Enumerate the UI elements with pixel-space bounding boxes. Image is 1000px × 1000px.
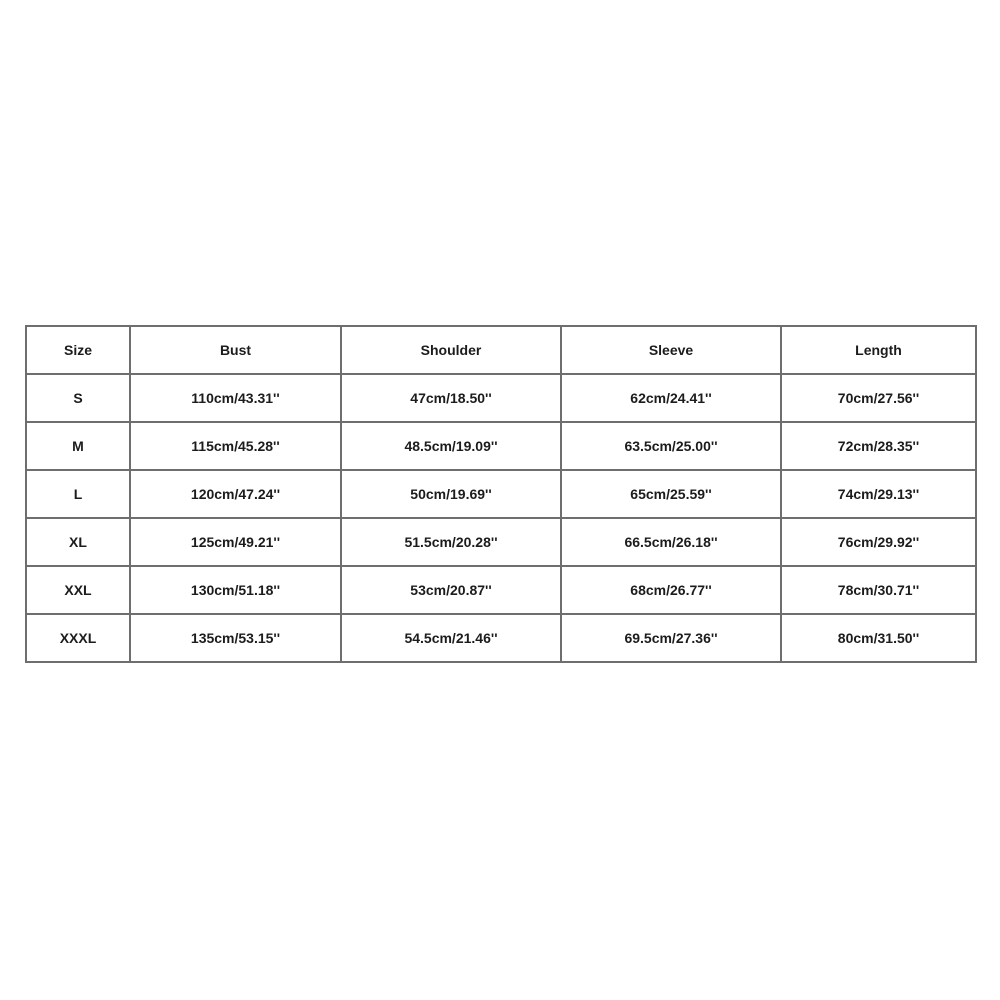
shoulder-cell: 47cm/18.50'' xyxy=(341,374,561,422)
sleeve-cell: 65cm/25.59'' xyxy=(561,470,781,518)
table-row xyxy=(26,518,976,566)
size-cell: S xyxy=(26,374,130,422)
sleeve-cell: 69.5cm/27.36'' xyxy=(561,614,781,662)
table-body xyxy=(26,374,976,662)
shoulder-cell: 48.5cm/19.09'' xyxy=(341,422,561,470)
size-cell: XXL xyxy=(26,566,130,614)
table-header xyxy=(26,326,976,374)
table-row xyxy=(26,566,976,614)
sleeve-cell: 62cm/24.41'' xyxy=(561,374,781,422)
length-cell: 70cm/27.56'' xyxy=(781,374,976,422)
table-row xyxy=(26,422,976,470)
table-row xyxy=(26,470,976,518)
header-sleeve: Sleeve xyxy=(561,326,781,374)
shoulder-cell: 50cm/19.69'' xyxy=(341,470,561,518)
size-cell: M xyxy=(26,422,130,470)
length-cell: 76cm/29.92'' xyxy=(781,518,976,566)
bust-cell: 120cm/47.24'' xyxy=(130,470,341,518)
header-shoulder: Shoulder xyxy=(341,326,561,374)
shoulder-cell: 51.5cm/20.28'' xyxy=(341,518,561,566)
header-bust: Bust xyxy=(130,326,341,374)
bust-cell: 125cm/49.21'' xyxy=(130,518,341,566)
bust-cell: 135cm/53.15'' xyxy=(130,614,341,662)
header-row xyxy=(26,326,976,374)
shoulder-cell: 53cm/20.87'' xyxy=(341,566,561,614)
table-row xyxy=(26,614,976,662)
bust-cell: 110cm/43.31'' xyxy=(130,374,341,422)
size-chart-table xyxy=(25,325,977,663)
length-cell: 80cm/31.50'' xyxy=(781,614,976,662)
header-size: Size xyxy=(26,326,130,374)
header-length: Length xyxy=(781,326,976,374)
size-cell: XL xyxy=(26,518,130,566)
size-cell: XXXL xyxy=(26,614,130,662)
bust-cell: 130cm/51.18'' xyxy=(130,566,341,614)
length-cell: 78cm/30.71'' xyxy=(781,566,976,614)
sleeve-cell: 66.5cm/26.18'' xyxy=(561,518,781,566)
sleeve-cell: 63.5cm/25.00'' xyxy=(561,422,781,470)
length-cell: 72cm/28.35'' xyxy=(781,422,976,470)
shoulder-cell: 54.5cm/21.46'' xyxy=(341,614,561,662)
sleeve-cell: 68cm/26.77'' xyxy=(561,566,781,614)
size-cell: L xyxy=(26,470,130,518)
length-cell: 74cm/29.13'' xyxy=(781,470,976,518)
bust-cell: 115cm/45.28'' xyxy=(130,422,341,470)
table-row xyxy=(26,374,976,422)
